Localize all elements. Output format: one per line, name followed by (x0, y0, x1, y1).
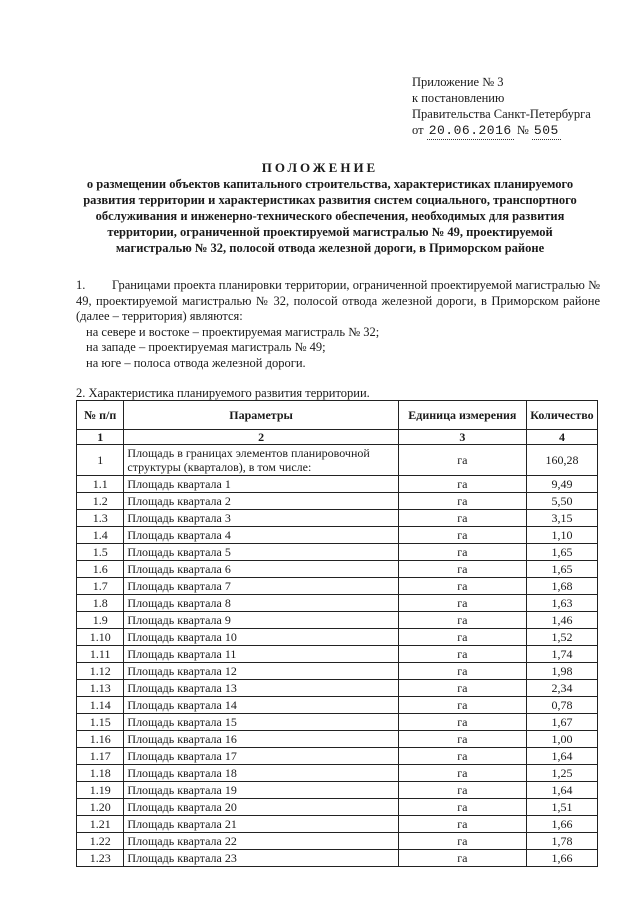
row-unit: га (398, 578, 526, 595)
table-row (77, 697, 598, 714)
table-row (77, 578, 598, 595)
row-unit: га (398, 833, 526, 850)
row-qty: 1,63 (526, 595, 597, 612)
row-param: Площадь квартала 7 (124, 578, 398, 595)
row-param: Площадь квартала 15 (124, 714, 398, 731)
table-rows (77, 476, 598, 867)
row-param: Площадь квартала 2 (124, 493, 398, 510)
number-label: № (516, 123, 529, 137)
header-qty: Количество (526, 401, 597, 430)
appendix-block (412, 74, 591, 140)
from-label: от (412, 123, 424, 137)
table-row (77, 782, 598, 799)
row-num: 1.11 (77, 646, 124, 663)
row-param: Площадь квартала 12 (124, 663, 398, 680)
row-num: 1.16 (77, 731, 124, 748)
row-unit: га (398, 850, 526, 867)
total-param: Площадь в границах элементов планировочной структуры (кварталов), в том числе: (124, 445, 398, 476)
table-row (77, 731, 598, 748)
row-num: 1.19 (77, 782, 124, 799)
row-num: 1.2 (77, 493, 124, 510)
row-qty: 0,78 (526, 697, 597, 714)
row-num: 1.12 (77, 663, 124, 680)
appendix-line-1: Приложение № 3 (412, 75, 504, 89)
row-param: Площадь квартала 16 (124, 731, 398, 748)
row-param: Площадь квартала 8 (124, 595, 398, 612)
section-1-number: 1. (76, 278, 86, 292)
table-row (77, 663, 598, 680)
table-row (77, 714, 598, 731)
table-row (77, 510, 598, 527)
row-qty: 1,52 (526, 629, 597, 646)
row-unit: га (398, 510, 526, 527)
row-unit: га (398, 748, 526, 765)
table-row (77, 646, 598, 663)
appendix-line-2: к постановлению (412, 91, 505, 105)
total-unit: га (398, 445, 526, 476)
table-row (77, 833, 598, 850)
row-num: 1.9 (77, 612, 124, 629)
row-qty: 1,65 (526, 561, 597, 578)
row-param: Площадь квартала 3 (124, 510, 398, 527)
row-qty: 5,50 (526, 493, 597, 510)
row-num: 1.17 (77, 748, 124, 765)
row-unit: га (398, 697, 526, 714)
row-num: 1.6 (77, 561, 124, 578)
table-header-row (77, 401, 598, 430)
row-param: Площадь квартала 17 (124, 748, 398, 765)
table-row (77, 680, 598, 697)
table-row (77, 493, 598, 510)
column-number: 2 (124, 430, 398, 445)
row-param: Площадь квартала 20 (124, 799, 398, 816)
row-qty: 1,98 (526, 663, 597, 680)
row-param: Площадь квартала 5 (124, 544, 398, 561)
row-param: Площадь квартала 1 (124, 476, 398, 493)
header-param: Параметры (124, 401, 398, 430)
appendix-line-3: Правительства Санкт-Петербурга (412, 107, 591, 121)
row-param: Площадь квартала 19 (124, 782, 398, 799)
row-param: Площадь квартала 11 (124, 646, 398, 663)
row-param: Площадь квартала 6 (124, 561, 398, 578)
row-qty: 1,25 (526, 765, 597, 782)
table-row (77, 612, 598, 629)
column-number-row (77, 430, 598, 445)
boundary-item: на севере и востоке – проектируемая магистраль № 32; (86, 324, 380, 339)
section-2-heading: 2. Характеристика планируемого развития территории. (76, 386, 370, 400)
row-param: Площадь квартала 14 (124, 697, 398, 714)
row-num: 1.10 (77, 629, 124, 646)
section-1-text: Границами проекта планировки территории, ограниченной проектируемой магистралью № 49, проектируемой магистралью № 32, полосой отвода железной дороги, в Приморском районе (далее – территория) являются: (76, 278, 600, 323)
row-num: 1.1 (77, 476, 124, 493)
row-qty: 1,10 (526, 527, 597, 544)
row-unit: га (398, 561, 526, 578)
row-unit: га (398, 646, 526, 663)
row-num: 1.3 (77, 510, 124, 527)
row-unit: га (398, 629, 526, 646)
total-row (77, 445, 598, 476)
row-param: Площадь квартала 9 (124, 612, 398, 629)
row-num: 1.22 (77, 833, 124, 850)
row-param: Площадь квартала 23 (124, 850, 398, 867)
document-title: ПОЛОЖЕНИЕ (261, 160, 379, 175)
total-qty: 160,28 (526, 445, 597, 476)
row-num: 1.13 (77, 680, 124, 697)
table-row (77, 561, 598, 578)
row-qty: 1,66 (526, 850, 597, 867)
boundary-item: на западе – проектируемая магистраль № 49; (86, 340, 326, 354)
row-unit: га (398, 799, 526, 816)
row-unit: га (398, 680, 526, 697)
row-param: Площадь квартала 10 (124, 629, 398, 646)
row-num: 1.15 (77, 714, 124, 731)
row-num: 1.14 (77, 697, 124, 714)
document-subtitle: о размещении объектов капитального строительства, характеристиках планируемого развития территории и характеристиках развития систем социального, транспортного обслуживания и инженерно-технического обеспечения, необходимых для развития территории, ограниченной проектируемой магистралью № 49, проектируемой магистралью № 32, полосой отвода железной дороги, в Приморском районе (83, 177, 577, 255)
table-row (77, 850, 598, 867)
table-row (77, 476, 598, 493)
row-qty: 1,46 (526, 612, 597, 629)
row-unit: га (398, 544, 526, 561)
row-qty: 1,64 (526, 782, 597, 799)
decree-number: 505 (533, 123, 559, 138)
row-qty: 1,67 (526, 714, 597, 731)
column-number: 3 (398, 430, 526, 445)
table-row (77, 765, 598, 782)
row-num: 1.20 (77, 799, 124, 816)
row-qty: 9,49 (526, 476, 597, 493)
table-row (77, 816, 598, 833)
row-num: 1.5 (77, 544, 124, 561)
column-number: 4 (526, 430, 597, 445)
row-num: 1.4 (77, 527, 124, 544)
row-unit: га (398, 731, 526, 748)
row-param: Площадь квартала 18 (124, 765, 398, 782)
table-row (77, 544, 598, 561)
table-row (77, 748, 598, 765)
row-unit: га (398, 765, 526, 782)
row-qty: 1,51 (526, 799, 597, 816)
column-number: 1 (77, 430, 124, 445)
row-num: 1.8 (77, 595, 124, 612)
row-qty: 1,66 (526, 816, 597, 833)
row-qty: 1,78 (526, 833, 597, 850)
table-row (77, 629, 598, 646)
appendix-date-line (412, 122, 591, 140)
section-1 (76, 278, 600, 371)
row-param: Площадь квартала 21 (124, 816, 398, 833)
row-num: 1.23 (77, 850, 124, 867)
row-unit: га (398, 612, 526, 629)
row-qty: 1,64 (526, 748, 597, 765)
row-qty: 1,65 (526, 544, 597, 561)
row-unit: га (398, 663, 526, 680)
table-row (77, 595, 598, 612)
row-unit: га (398, 595, 526, 612)
header-num: № п/п (77, 401, 124, 430)
table-row (77, 799, 598, 816)
boundary-item: на юге – полоса отвода железной дороги. (86, 355, 306, 370)
row-param: Площадь квартала 22 (124, 833, 398, 850)
decree-date: 20.06.2016 (428, 123, 512, 138)
row-num: 1.21 (77, 816, 124, 833)
parameters-table (76, 400, 598, 867)
header-unit: Единица измерения (398, 401, 526, 430)
row-num: 1.7 (77, 578, 124, 595)
row-unit: га (398, 493, 526, 510)
row-param: Площадь квартала 4 (124, 527, 398, 544)
row-param: Площадь квартала 13 (124, 680, 398, 697)
row-unit: га (398, 476, 526, 493)
row-qty: 1,00 (526, 731, 597, 748)
row-unit: га (398, 782, 526, 799)
row-num: 1.18 (77, 765, 124, 782)
row-unit: га (398, 527, 526, 544)
row-qty: 3,15 (526, 510, 597, 527)
row-unit: га (398, 714, 526, 731)
table-row (77, 527, 598, 544)
total-num: 1 (77, 445, 124, 476)
row-qty: 2,34 (526, 680, 597, 697)
row-unit: га (398, 816, 526, 833)
row-qty: 1,68 (526, 578, 597, 595)
section-1-paragraph (76, 278, 600, 325)
row-qty: 1,74 (526, 646, 597, 663)
